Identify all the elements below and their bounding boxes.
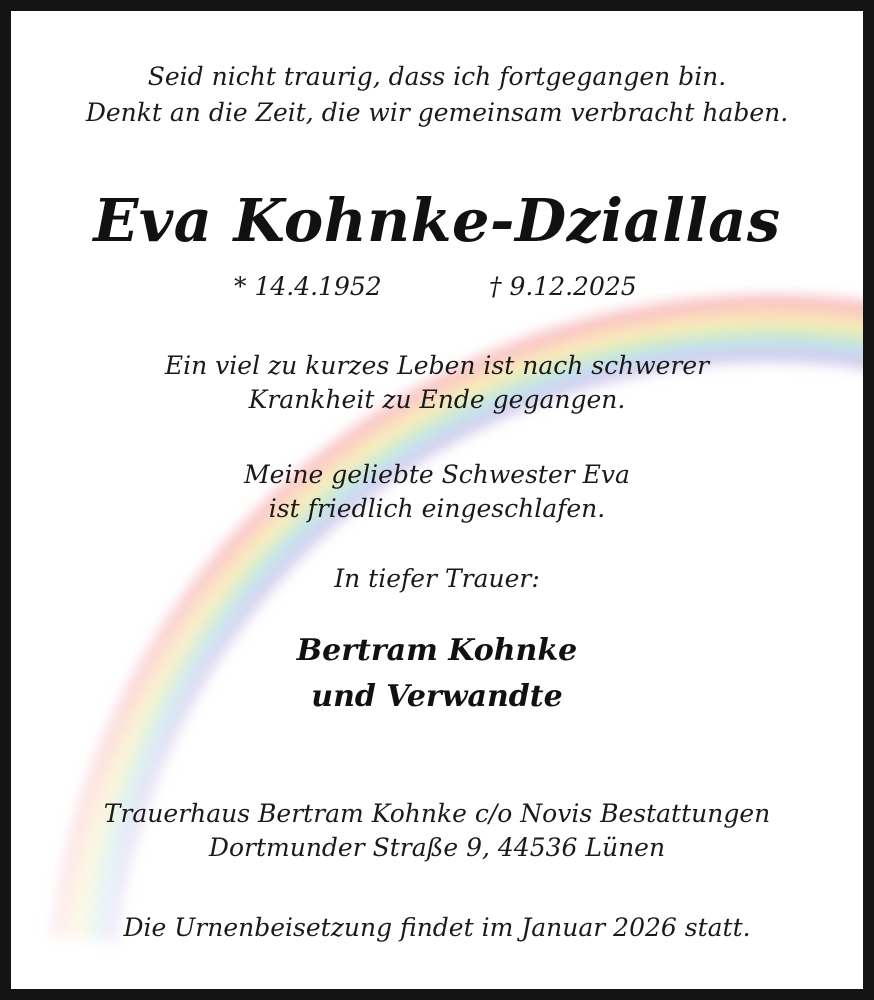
sister-line-2: ist friedlich eingeschlafen. (268, 494, 606, 523)
deceased-name: Eva Kohnke-Dziallas (93, 186, 781, 255)
motto-line-2: Denkt an die Zeit, die wir gemeinsam verbracht haben. (85, 98, 789, 127)
address-line-2: Dortmunder Straße 9, 44536 Lünen (208, 833, 666, 862)
signer-line-1: Bertram Kohnke (296, 633, 578, 668)
motto-verse (11, 59, 863, 131)
sister-paragraph (11, 458, 863, 526)
burial-note: Die Urnenbeisetzung findet im Januar 2026 statt. (123, 913, 751, 942)
death-date: † 9.12.2025 (489, 272, 637, 301)
motto-line-1: Seid nicht traurig, dass ich fortgegangen bin. (147, 62, 727, 91)
sister-line-1: Meine geliebte Schwester Eva (244, 460, 630, 489)
mourning-address (11, 797, 863, 865)
life-paragraph (11, 349, 863, 417)
address-line-1: Trauerhaus Bertram Kohnke c/o Novis Bestattungen (103, 799, 771, 828)
life-line-1: Ein viel zu kurzes Leben ist nach schwerer (164, 351, 710, 380)
mourning-label: In tiefer Trauer: (334, 564, 540, 593)
signer-line-2: und Verwandte (311, 679, 563, 714)
signers (11, 628, 863, 720)
life-line-2: Krankheit zu Ende gegangen. (248, 385, 626, 414)
birth-date: * 14.4.1952 (234, 272, 382, 301)
